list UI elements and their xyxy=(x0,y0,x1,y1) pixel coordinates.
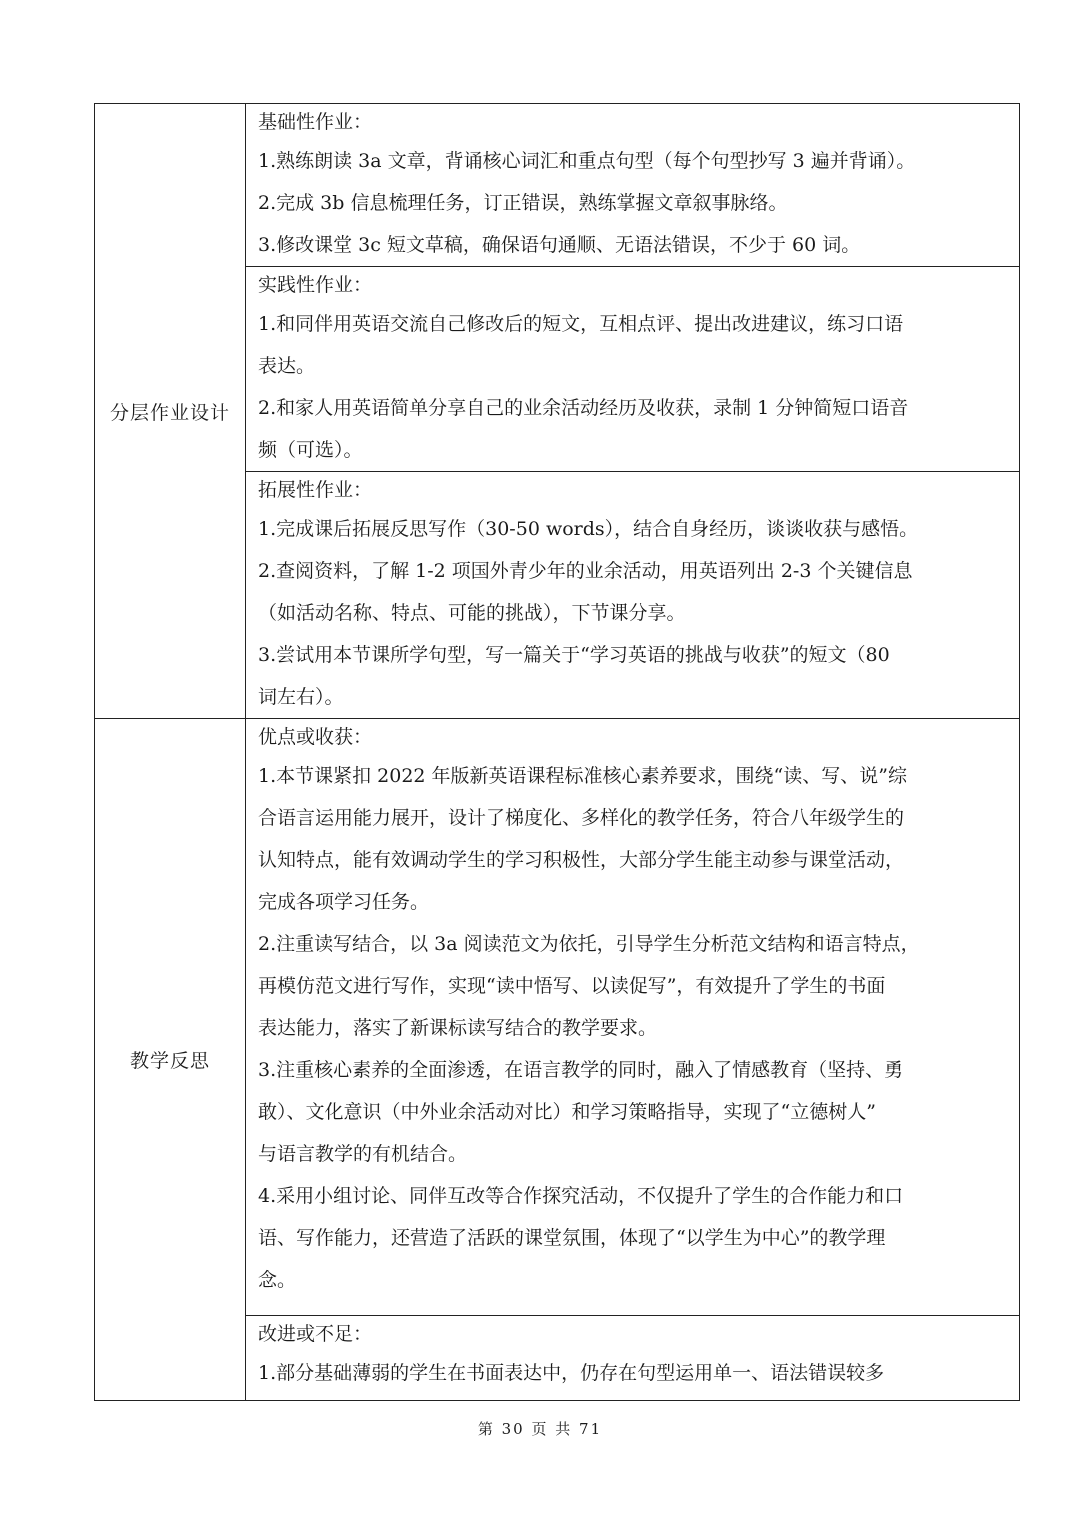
strengths-line: 再模仿范文进行写作，实现“读中悟写、以读促写”，有效提升了学生的书面 xyxy=(258,975,886,997)
strengths-line: 2.注重读写结合，以 3a 阅读范文为依托，引导学生分析范文结构和语言特点， xyxy=(258,933,920,955)
practice-homework-line: 频（可选）。 xyxy=(258,439,363,461)
strengths-line: 认知特点，能有效调动学生的学习积极性，大部分学生能主动参与课堂活动， xyxy=(258,849,905,871)
strengths-cell xyxy=(246,719,1020,1316)
practice-homework-line: 1.和同伴用英语交流自己修改后的短文，互相点评、提出改进建议，练习口语 xyxy=(258,313,904,335)
strengths-line: 与语言教学的有机结合。 xyxy=(258,1143,468,1165)
weaknesses-cell xyxy=(246,1316,1020,1401)
practice-homework-line: 2.和家人用英语简单分享自己的业余活动经历及收获，录制 1 分钟简短口语音 xyxy=(258,397,909,419)
strengths-line: 3.注重核心素养的全面渗透，在语言教学的同时，融入了情感教育（坚持、勇 xyxy=(258,1059,904,1081)
practice-homework-line: 表达。 xyxy=(258,355,316,377)
basic-homework-line: 1.熟练朗读 3a 文章，背诵核心词汇和重点句型（每个句型抄写 3 遍并背诵）。 xyxy=(258,150,916,172)
extension-homework-line: 3.尝试用本节课所学句型，写一篇关于“学习英语的挑战与收获”的短文（80 xyxy=(258,644,890,666)
strengths-line: 4.采用小组讨论、同伴互改等合作探究活动，不仅提升了学生的合作能力和口 xyxy=(258,1185,904,1207)
strengths-line: 敢）、文化意识（中外业余活动对比）和学习策略指导，实现了“立德树人” xyxy=(258,1101,876,1123)
weaknesses-title: 改进或不足： xyxy=(258,1323,373,1345)
strengths-line: 语、写作能力，还营造了活跃的课堂氛围，体现了“以学生为中心”的教学理 xyxy=(258,1227,886,1249)
practice-homework-title: 实践性作业： xyxy=(258,274,373,296)
extension-homework-cell xyxy=(246,472,1020,719)
homework-label: 分层作业设计 xyxy=(95,104,246,719)
lesson-plan-table xyxy=(94,103,1020,1401)
extension-homework-title: 拓展性作业： xyxy=(258,479,373,501)
weaknesses-line: 1.部分基础薄弱的学生在书面表达中，仍存在句型运用单一、语法错误较多 xyxy=(258,1362,885,1384)
reflection-label: 教学反思 xyxy=(95,719,246,1401)
strengths-line: 念。 xyxy=(258,1269,297,1291)
page-number: 第 30 页 共 71 xyxy=(477,1420,603,1438)
practice-homework-cell xyxy=(246,267,1020,472)
strengths-line: 1.本节课紧扣 2022 年版新英语课程标准核心素养要求，围绕“读、写、说”综 xyxy=(258,765,907,787)
basic-homework-line: 2.完成 3b 信息梳理任务，订正错误，熟练掌握文章叙事脉络。 xyxy=(258,192,788,214)
basic-homework-title: 基础性作业： xyxy=(258,111,373,133)
extension-homework-line: （如活动名称、特点、可能的挑战），下节课分享。 xyxy=(258,602,686,624)
strengths-line: 合语言运用能力展开，设计了梯度化、多样化的教学任务，符合八年级学生的 xyxy=(258,807,905,829)
reflection-strengths-row xyxy=(95,719,1020,1316)
strengths-line: 表达能力，落实了新课标读写结合的教学要求。 xyxy=(258,1017,658,1039)
extension-homework-line: 词左右）。 xyxy=(258,686,344,708)
extension-homework-line: 1.完成课后拓展反思写作（30-50 words），结合自身经历，谈谈收获与感悟。 xyxy=(258,518,919,540)
basic-homework-line: 3.修改课堂 3c 短文草稿，确保语句通顺、无语法错误，不少于 60 词。 xyxy=(258,234,861,256)
homework-basic-row xyxy=(95,104,1020,267)
extension-homework-line: 2.查阅资料，了解 1-2 项国外青少年的业余活动，用英语列出 2-3 个关键信息 xyxy=(258,560,913,582)
basic-homework-cell xyxy=(246,104,1020,267)
strengths-line: 完成各项学习任务。 xyxy=(258,891,430,913)
strengths-title: 优点或收获： xyxy=(258,726,373,748)
